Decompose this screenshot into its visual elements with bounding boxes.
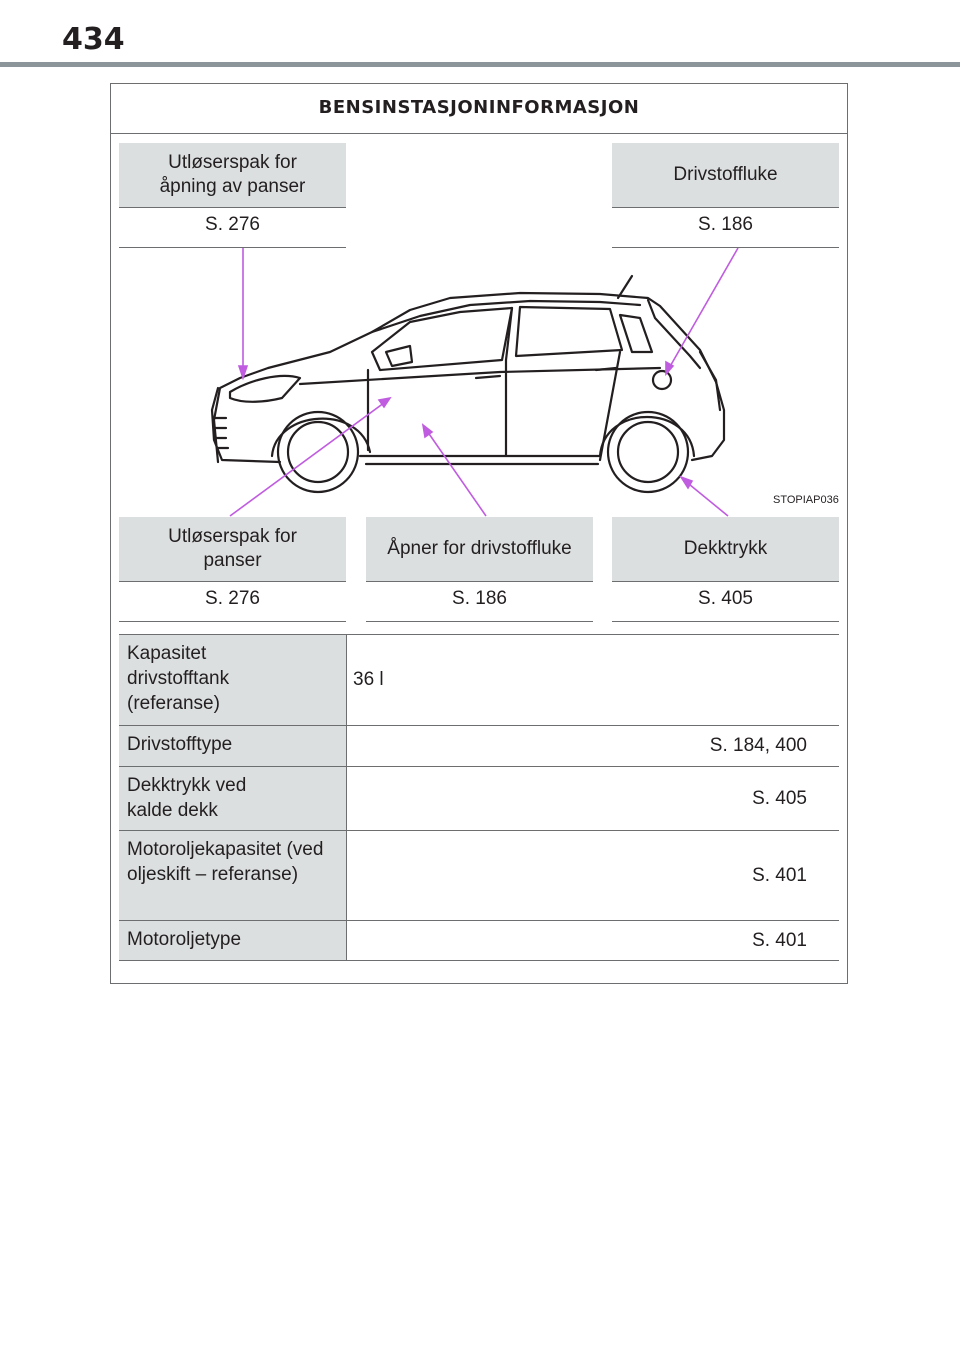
spec-key: Dekktrykk ved kalde dekk: [119, 767, 347, 830]
callout-lines: [230, 248, 738, 516]
ref-hood-lever[interactable]: S. 276: [119, 582, 346, 622]
spec-value[interactable]: S. 184, 400: [709, 735, 807, 756]
label-fuel-door: Drivstoffluke: [612, 143, 839, 208]
spec-value[interactable]: S. 401: [752, 929, 807, 951]
spec-row-fuel-capacity: [119, 635, 839, 726]
spec-row-fuel-type: [119, 726, 839, 767]
label-hood-lever: Utløserspak for panser: [119, 517, 346, 582]
label-fuel-door-opener: Åpner for drivstoffluke: [366, 517, 593, 582]
label-hood-release-lever: Utløserspak for åpning av panser: [119, 143, 346, 208]
callout-hood-lever-bottom: [230, 400, 388, 516]
spec-key: Drivstofftype: [119, 726, 347, 766]
spec-row-oil-capacity: [119, 831, 839, 921]
ref-fuel-door-opener[interactable]: S. 186: [366, 582, 593, 622]
arrowhead: [681, 477, 692, 488]
ref-fuel-door[interactable]: S. 186: [612, 208, 839, 248]
spec-row-oil-type: [119, 921, 839, 961]
page-number: 434: [62, 22, 125, 57]
callout-fuel-door: [668, 248, 738, 370]
spec-key: Kapasitet drivstofftank (referanse): [119, 635, 347, 725]
spec-key: Motoroljetype: [119, 921, 347, 960]
figure-code: STOPIAP036: [773, 494, 839, 506]
spec-value: 36 l: [353, 669, 384, 690]
callout-tire-pressure: [684, 480, 728, 516]
spec-value[interactable]: S. 405: [752, 787, 807, 809]
ref-hood-release-lever[interactable]: S. 276: [119, 208, 346, 248]
callout-fuel-opener: [425, 428, 486, 516]
panel-title: BENSINSTASJONINFORMASJON: [111, 84, 847, 134]
car-outline: [212, 276, 724, 492]
spec-value[interactable]: S. 401: [752, 864, 807, 886]
label-tire-pressure: Dekktrykk: [612, 517, 839, 582]
ref-tire-pressure[interactable]: S. 405: [612, 582, 839, 622]
spec-row-tire-pressure: [119, 767, 839, 831]
spec-key: Motoroljekapasitet (ved oljeskift – referanse): [119, 831, 347, 920]
